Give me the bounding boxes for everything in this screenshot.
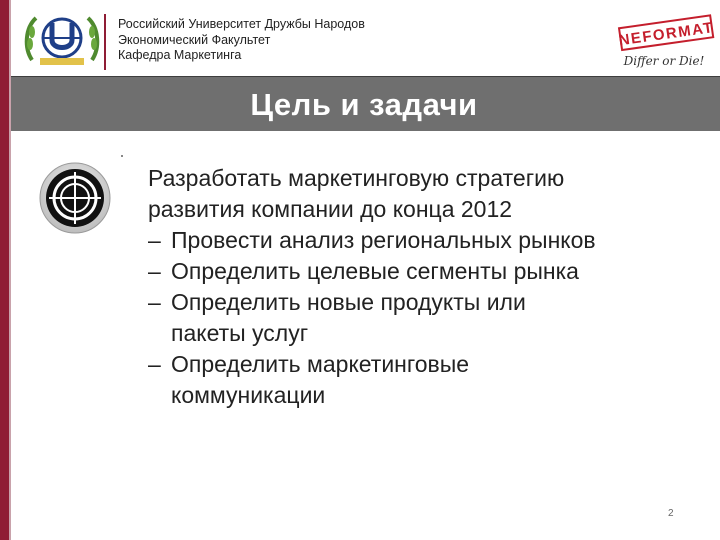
university-name: Российский Университет Дружбы Народов — [118, 17, 365, 31]
header-divider — [104, 14, 106, 70]
faculty-name: Экономический Факультет — [118, 32, 271, 47]
target-crosshair-icon — [39, 162, 111, 234]
task-item — [148, 349, 708, 411]
task-text: Определить новые продукты или — [171, 289, 526, 315]
decorative-dot — [121, 155, 123, 157]
dash-bullet: – — [148, 289, 161, 315]
task-text: Провести анализ региональных рынков — [171, 227, 596, 253]
university-name-block — [118, 17, 365, 64]
task-item — [148, 287, 708, 349]
goal-line: Разработать маркетинговую стратегию — [148, 165, 565, 191]
slide-body — [148, 163, 708, 411]
dash-bullet: – — [148, 258, 161, 284]
task-item — [148, 256, 708, 287]
slide-title: Цель и задачи — [250, 87, 478, 122]
tasks-list — [148, 225, 708, 411]
department-name: Кафедра Маркетинга — [118, 48, 242, 62]
page-number: 2 — [668, 508, 674, 519]
task-text: Определить целевые сегменты рынка — [171, 258, 579, 284]
brand-tagline: Differ or Die! — [623, 54, 705, 68]
dash-bullet: – — [148, 227, 161, 253]
task-item — [148, 225, 708, 256]
brand-wordmark: NEFORMAT — [617, 19, 715, 50]
task-text-continuation: коммуникации — [171, 382, 326, 408]
dash-bullet: – — [148, 351, 161, 377]
task-text-continuation: пакеты услуг — [171, 320, 309, 346]
goal-line: развития компании до конца 2012 — [148, 196, 513, 222]
task-text: Определить маркетинговые — [171, 351, 470, 377]
university-logo — [22, 8, 102, 72]
goal-text — [148, 163, 708, 225]
neformat-logo — [612, 10, 716, 72]
